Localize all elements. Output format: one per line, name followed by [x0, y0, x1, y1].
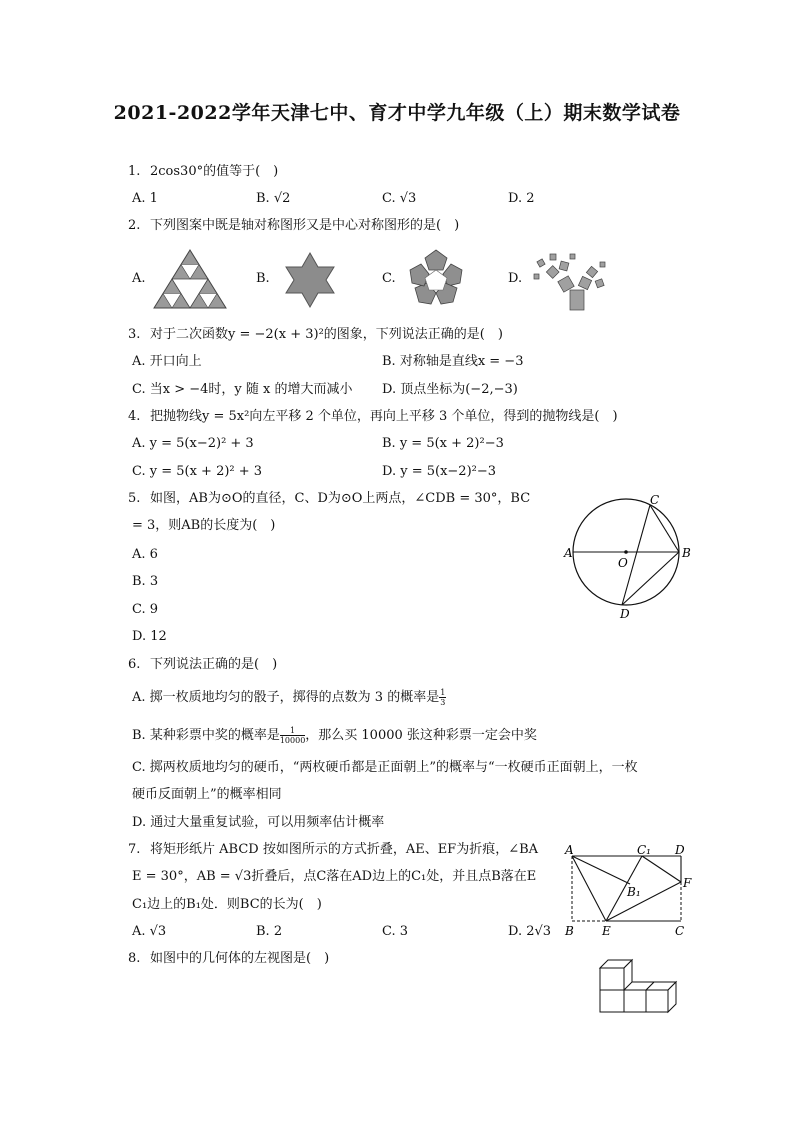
folded-rectangle-diagram [562, 842, 702, 940]
cube-solid-diagram [596, 956, 692, 1016]
q5-option-d: D. 12 [132, 629, 167, 644]
fraction-one-third [439, 688, 446, 707]
question-text-line-1: 如图，AB为⊙O的直径，C、D为⊙O上两点，∠CDB = 30°，BC [150, 491, 531, 506]
label-c1: C₁ [637, 843, 651, 857]
q6-option-c-line-1: C. 掷两枚质地均匀的硬币，“两枚硬币都是正面朝上”的概率与“一枚硬币正面朝上，一枚 [132, 760, 638, 775]
label-a: A [565, 843, 574, 857]
question-number: 6. [128, 657, 141, 672]
pentagon-ring-figure [404, 246, 468, 310]
q7-option-c: C. 3 [382, 924, 409, 939]
question-7-line-3: C₁边上的B₁处．则BC的长为( ) [132, 897, 322, 912]
q2-option-d: D. [508, 271, 523, 286]
label-c: C [675, 924, 685, 938]
question-number: 7. [128, 842, 141, 857]
question-text: 2cos30°的值等于( ) [150, 164, 279, 179]
option-text: B. 某种彩票中奖的概率是 [132, 728, 280, 743]
question-2 [128, 217, 459, 235]
question-number: 1. [128, 164, 141, 179]
question-text-line-1: 将矩形纸片 ABCD 按如图所示的方式折叠，AE、EF为折痕，∠BA [150, 842, 539, 857]
question-4 [128, 408, 618, 426]
label-c: C [650, 494, 660, 507]
fraction-denominator: 10000 [279, 736, 306, 745]
question-3 [128, 326, 503, 344]
question-text: 对于二次函数y = −2(x + 3)²的图象，下列说法正确的是( ) [150, 327, 503, 342]
question-6 [128, 656, 277, 674]
question-8 [128, 950, 329, 968]
question-5 [128, 490, 530, 508]
question-number: 8. [128, 951, 141, 966]
hexagram-star-figure [280, 250, 340, 310]
fraction-denominator: 3 [440, 698, 446, 707]
q1-option-b: B. √2 [256, 191, 291, 206]
q6-option-d: D. 通过大量重复试验，可以用频率估计概率 [132, 815, 385, 830]
fraction-one-ten-thousandth [280, 726, 305, 745]
label-b: B [682, 546, 691, 560]
q4-option-d: D. y = 5(x−2)²−3 [382, 464, 497, 479]
label-o: O [618, 556, 628, 570]
q2-option-b: B. [256, 271, 270, 286]
q5-option-c: C. 9 [132, 602, 159, 617]
pythagoras-tree-figure [530, 250, 610, 312]
q2-option-a: A. [132, 271, 146, 286]
label-e: E [602, 924, 611, 938]
question-text: 下列图案中既是轴对称图形又是中心对称图形的是( ) [150, 218, 460, 233]
question-7-line-2: E = 30°，AB = √3折叠后，点C落在AD边上的C₁处，并且点B落在E [132, 869, 537, 884]
q4-option-c: C. y = 5(x + 2)² + 3 [132, 464, 263, 479]
q7-option-a: A. √3 [132, 924, 167, 939]
question-text: 把抛物线y = 5x²向左平移 2 个单位，再向上平移 3 个单位，得到的抛物线是( ) [150, 409, 618, 424]
fraction-numerator: 1 [440, 688, 446, 697]
exam-title: 2021-2022学年天津七中、育才中学九年级（上）期末数学试卷 [113, 102, 681, 124]
q6-option-b [132, 726, 537, 745]
circle-diagram [560, 494, 696, 622]
question-5-line-2: = 3，则AB的长度为( ) [132, 518, 276, 533]
option-text: A. 掷一枚质地均匀的骰子，掷得的点数为 3 的概率是 [132, 690, 440, 705]
q1-option-d: D. 2 [508, 191, 535, 206]
q3-option-d: D. 顶点坐标为(−2,−3) [382, 382, 518, 397]
q7-option-d: D. 2√3 [508, 924, 552, 939]
label-d: D [675, 843, 685, 857]
fraction-numerator: 1 [280, 726, 305, 736]
label-a: A [564, 546, 573, 560]
label-f: F [683, 876, 692, 890]
q3-option-b: B. 对称轴是直线x = −3 [382, 354, 524, 369]
question-number: 2. [128, 218, 141, 233]
question-number: 5. [128, 491, 141, 506]
q7-option-b: B. 2 [256, 924, 283, 939]
label-d: D [620, 607, 630, 621]
q4-option-b: B. y = 5(x + 2)²−3 [382, 436, 504, 451]
q6-option-a [132, 688, 446, 707]
q5-option-a: A. 6 [132, 547, 158, 562]
question-7 [128, 841, 538, 859]
question-1 [128, 163, 278, 181]
q3-option-a: A. 开口向上 [132, 354, 202, 369]
question-text: 下列说法正确的是( ) [150, 657, 278, 672]
label-b1: B₁ [627, 885, 641, 899]
question-number: 3. [128, 327, 141, 342]
question-text: 如图中的几何体的左视图是( ) [150, 951, 330, 966]
q6-option-c-line-2: 硬币反面朝上”的概率相同 [132, 787, 282, 802]
label-b: B [565, 924, 574, 938]
q1-option-a: A. 1 [132, 191, 158, 206]
q1-option-c: C. √3 [382, 191, 417, 206]
sierpinski-triangle-figure [152, 248, 228, 310]
question-number: 4. [128, 409, 141, 424]
q2-option-c: C. [382, 271, 396, 286]
option-text-cont: ，那么买 10000 张这种彩票一定会中奖 [305, 728, 537, 743]
q5-option-b: B. 3 [132, 574, 159, 589]
q3-option-c: C. 当x > −4时，y 随 x 的增大而减小 [132, 382, 353, 397]
q4-option-a: A. y = 5(x−2)² + 3 [132, 436, 254, 451]
